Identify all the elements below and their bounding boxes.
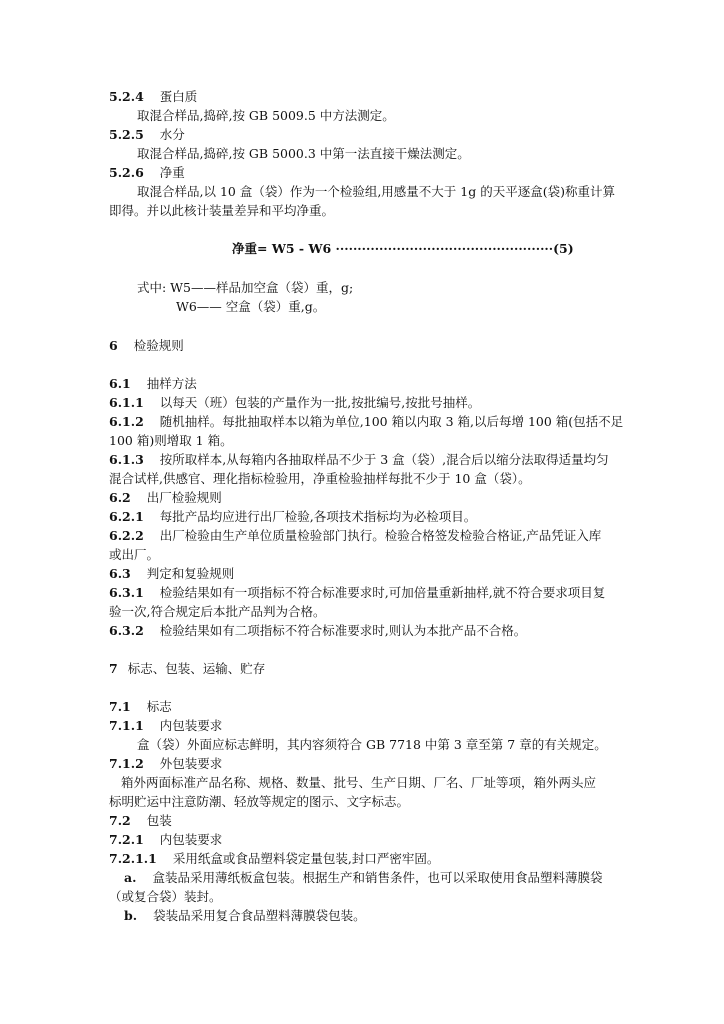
formula-line: 净重= W5 - W6 ··················································(5) — [232, 241, 574, 256]
clause-line: 7.1.1 内包装要求 — [109, 718, 223, 733]
paragraph-line: 取混合样品,以 10 盒（袋）作为一个检验组,用感量不大于 1g 的天平逐盒(袋)称重计算 — [137, 184, 615, 199]
paragraph-line: 100 箱)则增取 1 箱。 — [109, 433, 233, 448]
clause-line: 6.3.2 检验结果如有二项指标不符合标准要求时,则认为本批产品不合格。 — [109, 623, 527, 638]
clause-line: 6.1.3 按所取样本,从每箱内各抽取样品不少于 3 盒（袋）,混合后以缩分法取得适量均匀 — [109, 452, 609, 467]
clause-line: 6.1.2 随机抽样。每批抽取样本以箱为单位,100 箱以内取 3 箱,以后每增 100 箱(包括不足 — [109, 414, 624, 429]
paragraph-line: 即得。并以此核计装量差异和平均净重。 — [109, 203, 335, 218]
paragraph-line: 混合试样,供感官、理化指标检验用，净重检验抽样每批不少于 10 盒（袋）。 — [109, 471, 531, 486]
paragraph-line: （或复合袋）装封。 — [109, 889, 222, 904]
section-heading: 7.1 标志 — [109, 699, 172, 714]
formula-legend: W6—— 空盒（袋）重,g。 — [176, 299, 326, 314]
list-item: a. 盒装品采用薄纸板盒包装。根据生产和销售条件，也可以采取使用食品塑料薄膜袋 — [124, 870, 603, 885]
formula-legend: 式中: W5——样品加空盒（袋）重，g; — [137, 280, 354, 295]
section-heading: 6.2 出厂检验规则 — [109, 490, 222, 505]
section-heading: 5.2.5 水分 — [109, 127, 185, 142]
list-item: b. 袋装品采用复合食品塑料薄膜袋包装。 — [124, 908, 366, 923]
paragraph-line: 盒（袋）外面应标志鲜明，其内容须符合 GB 7718 中第 3 章至第 7 章的有关规定。 — [137, 737, 607, 752]
section-heading: 5.2.6 净重 — [109, 165, 185, 180]
clause-line: 6.3.1 检验结果如有一项指标不符合标准要求时,可加倍量重新抽样,就不符合要求项目复 — [109, 585, 606, 600]
clause-line: 6.2.2 出厂检验由生产单位质量检验部门执行。检验合格签发检验合格证,产品凭证入库 — [109, 528, 602, 543]
paragraph-line: 标明贮运中注意防潮、轻放等规定的图示、文字标志。 — [109, 794, 410, 809]
section-heading: 6.1 抽样方法 — [109, 376, 197, 391]
chapter-heading: 6 检验规则 — [109, 338, 184, 353]
clause-line: 7.2.1.1 采用纸盒或食品塑料袋定量包装,封口严密牢固。 — [109, 851, 440, 866]
section-heading: 7.2 包装 — [109, 813, 172, 828]
clause-line: 6.2.1 每批产品均应进行出厂检验,各项技术指标均为必检项目。 — [109, 509, 477, 524]
clause-line: 6.1.1 以每天（班）包装的产量作为一批,按批编号,按批号抽样。 — [109, 395, 481, 410]
section-heading: 5.2.4 蛋白质 — [109, 89, 198, 104]
paragraph-line: 取混合样品,捣碎,按 GB 5000.3 中第一法直接干燥法测定。 — [137, 146, 470, 161]
paragraph-line: 取混合样品,捣碎,按 GB 5009.5 中方法测定。 — [137, 108, 395, 123]
section-heading: 6.3 判定和复验规则 — [109, 566, 235, 581]
chapter-heading: 7 标志、包装、运输、贮存 — [109, 661, 266, 676]
paragraph-line: 验一次,符合规定后本批产品判为合格。 — [109, 604, 326, 619]
paragraph-line: 箱外两面标准产品名称、规格、数量、批号、生产日期、厂名、厂址等项，箱外两头应 — [121, 775, 597, 790]
paragraph-line: 或出厂。 — [109, 547, 160, 562]
clause-line: 7.1.2 外包装要求 — [109, 756, 223, 771]
clause-line: 7.2.1 内包装要求 — [109, 832, 223, 847]
